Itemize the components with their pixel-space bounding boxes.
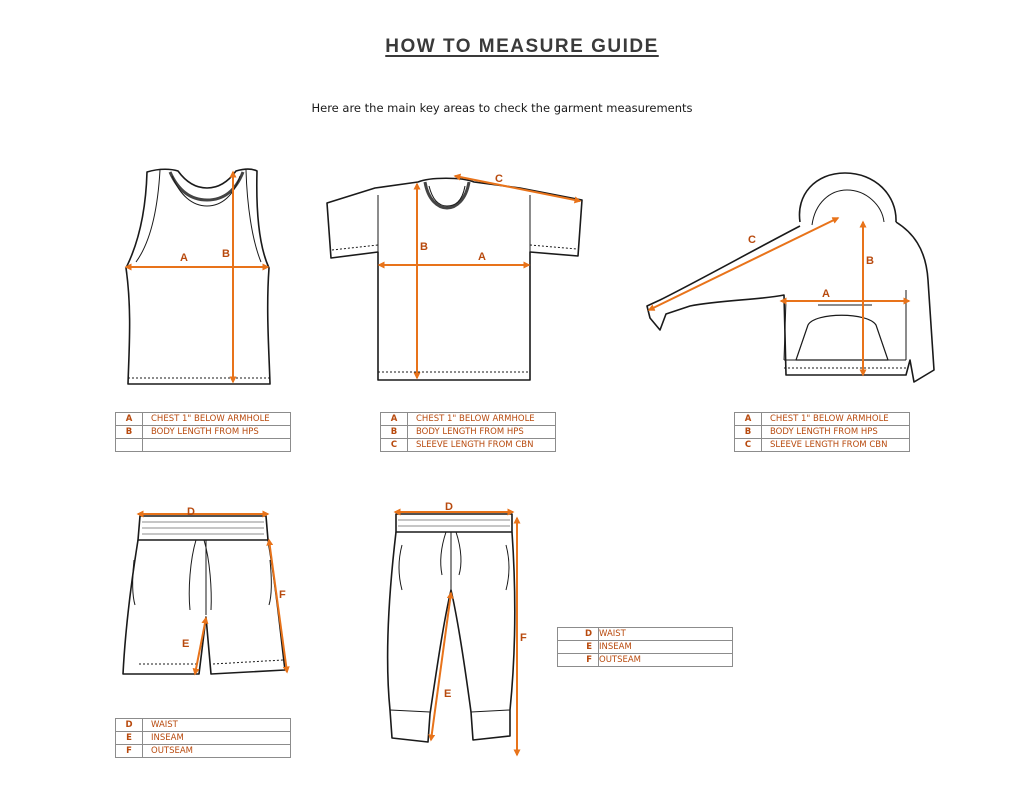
shorts-mark-d: D <box>187 506 195 518</box>
hoodie-mark-a: A <box>822 288 830 300</box>
table-row: F OUTSEAM <box>116 745 291 758</box>
table-row: B BODY LENGTH FROM HPS <box>116 426 291 439</box>
table-row <box>116 439 291 452</box>
joggers-mark-e: E <box>444 688 452 700</box>
shorts-mark-f: F <box>279 589 286 601</box>
tank-measure-lines <box>126 172 268 382</box>
page-subtitle: Here are the main key areas to check the garment measurements <box>311 101 693 115</box>
table-row: A CHEST 1" BELOW ARMHOLE <box>381 413 556 426</box>
hoodie-mark-b: B <box>866 255 874 267</box>
tshirt-drawing <box>327 178 582 380</box>
tank-top-drawing <box>126 169 270 384</box>
table-row: C SLEEVE LENGTH FROM CBN <box>735 439 910 452</box>
table-row: D WAIST <box>558 628 733 641</box>
shorts-drawing <box>123 516 285 674</box>
hoodie-mark-c: C <box>748 234 756 246</box>
table-row: A CHEST 1" BELOW ARMHOLE <box>116 413 291 426</box>
tank-measure-table <box>115 412 291 452</box>
table-row: C SLEEVE LENGTH FROM CBN <box>381 439 556 452</box>
joggers-measure-lines <box>395 512 517 755</box>
tank-mark-a: A <box>180 252 188 264</box>
table-row: F OUTSEAM <box>558 654 733 667</box>
joggers-mark-f: F <box>520 632 527 644</box>
page-title-text: HOW TO MEASURE GUIDE <box>385 36 659 57</box>
joggers-mark-d: D <box>445 501 453 513</box>
table-row: B BODY LENGTH FROM HPS <box>381 426 556 439</box>
table-row: E INSEAM <box>558 641 733 654</box>
table-row: D WAIST <box>116 719 291 732</box>
tshirt-mark-b: B <box>420 241 428 253</box>
tshirt-mark-c: C <box>495 173 503 185</box>
shorts-measure-table <box>115 718 291 758</box>
tank-mark-b: B <box>222 248 230 260</box>
joggers-drawing <box>388 514 515 742</box>
shorts-measure-labels <box>182 506 286 650</box>
hoodie-drawing <box>647 173 934 382</box>
tshirt-measure-lines <box>379 176 580 378</box>
hoodie-measure-table <box>734 412 910 452</box>
shorts-measure-lines <box>138 514 287 674</box>
tshirt-measure-labels <box>420 173 503 263</box>
table-row: B BODY LENGTH FROM HPS <box>735 426 910 439</box>
table-row: E INSEAM <box>116 732 291 745</box>
tshirt-mark-a: A <box>478 251 486 263</box>
shorts-mark-e: E <box>182 638 190 650</box>
tank-measure-labels <box>180 248 230 264</box>
table-row: A CHEST 1" BELOW ARMHOLE <box>735 413 910 426</box>
tshirt-measure-table <box>380 412 556 452</box>
joggers-measure-table <box>557 627 733 667</box>
